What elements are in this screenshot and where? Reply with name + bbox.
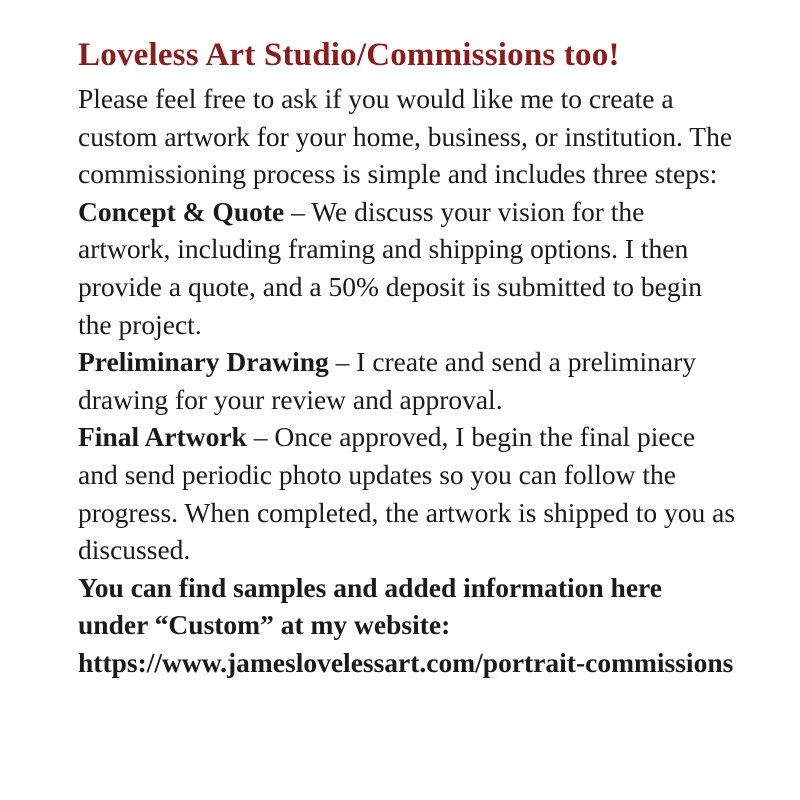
step-label-preliminary-drawing: Preliminary Drawing bbox=[78, 346, 329, 378]
step-text-concept-quote: – We discuss your vision for the artwork, including framing and shipping options. I then provide a quote, and a 50% deposit is submitted to begin the project. bbox=[78, 195, 702, 340]
step-text-final-artwork: – Once approved, I begin the final piece and send periodic photo updates so you can follow the progress. When completed, the artwork is shipped to you as discussed. bbox=[78, 421, 736, 566]
document-body bbox=[78, 80, 738, 682]
step-preliminary-drawing bbox=[78, 343, 738, 418]
step-label-final-artwork: Final Artwork bbox=[78, 421, 247, 453]
intro-paragraph: Please feel free to ask if you would like me to create a custom artwork for your home, business, or institution. The commissioning process is simple and includes three steps: bbox=[78, 83, 733, 190]
closing-statement: You can find samples and added information here under “Custom” at my website: bbox=[78, 571, 662, 641]
step-final-artwork bbox=[78, 418, 738, 568]
commission-document bbox=[78, 36, 738, 682]
website-url: https://www.jameslovelessart.com/portrait-commissions bbox=[78, 646, 734, 678]
step-concept-quote bbox=[78, 193, 738, 343]
page-title: Loveless Art Studio/Commissions too! bbox=[78, 37, 620, 73]
step-label-concept-quote: Concept & Quote bbox=[78, 195, 285, 227]
step-text-preliminary-drawing: – I create and send a preliminary drawing for your review and approval. bbox=[78, 346, 697, 415]
